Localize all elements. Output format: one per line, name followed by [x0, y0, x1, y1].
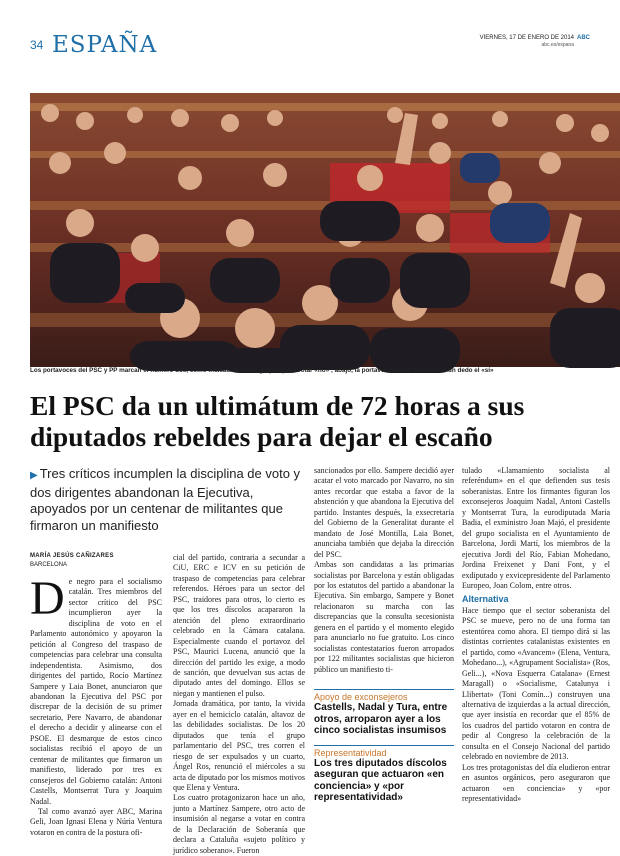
page-number: 34	[30, 38, 44, 52]
date-text: VIERNES, 17 DE ENERO DE 2014	[479, 35, 574, 41]
photo-caption: Los portavoces del PSC y PP marcan el número dos, como indicación a sus grupos para votar «no» ; abajo, la portavoz de ERC señala con un dedo el «sí»	[30, 367, 494, 374]
issue-date	[480, 35, 574, 48]
column-1-rest: Tal como avanzó ayer ABC, Marina Geli, Joan Ignasi Elena y Núria Ventura votaron en contra de la postura ofi-	[30, 806, 162, 837]
byline-place: BARCELONA	[30, 562, 68, 568]
sidebar-rule	[314, 689, 454, 690]
byline-author: MARÍA JESÚS CAÑIZARES	[30, 553, 114, 559]
source-url: abc.es/espana	[541, 42, 574, 48]
section-title: ESPAÑA	[52, 32, 158, 58]
deck-text: Tres críticos incumplen la disciplina de voto y dos dirigentes abandonan la Ejecutiva, apoyados por un centenar de militantes que firmaron un manifiesto	[30, 466, 301, 533]
headline: El PSC da un ultimátum de 72 horas a sus diputados rebeldes para dejar el escaño	[30, 390, 525, 452]
sidebar-label-2: Representatividad	[314, 747, 387, 758]
column-4	[462, 466, 610, 805]
column-4-text: tulado «Llamamiento socialista al referéndum» en el que defienden sus tesis soberanistas. Entre los firmantes figuran los exconsejeros Joaquim Nadal, Antoni Castells y Montserrat Tura, la eurodiputada Maria Badia, el exministro Joan Majó, el presidente del grupo socialista en el Ayuntamiento de Barcelona, Jordi Martí, los miembros de la ejecutiva Jordi del Río, Fabian Mohedano, Jordina Freixenet y Dani Font, y el exdiputado y exvicepresidente del Parlamento Europeo, Joan Colom, entre otros.	[462, 466, 610, 590]
sidebar-label-1: Apoyo de exconsejeros	[314, 692, 408, 702]
column-4-subhead: Alternativa	[462, 594, 509, 605]
sidebar-rule	[314, 745, 454, 746]
sidebar-text-2: Los tres diputados díscolos aseguran que actuaron «en conciencia» y «por representatividad»	[314, 757, 447, 803]
dropcap: D	[30, 572, 65, 625]
column-2: cial del partido, contraria a secundar a CiU, ERC e ICV en su petición de traspaso de competencias para celebrar referendos. Héroes para un sector del PSC, traidores para otros, lo cierto es que los tres díscolos acapararon la atención del pleno extraordinario celebrado en la Cámara catalana. Especialmente cuando el portavoz del PSC, Maurici Lucena, anunció que la dirección del partido les exige, a modo de sanción, que devuelvan sus actas de diputado antes del domingo. Ellos se niegan y mantienen el pulso. Jornada dramática, por tanto, la vivida ayer en el hemiciclo catalán, altavoz de las debilidades socialistas. De los 20 diputados que tenía el grupo parlamentario del PSC, tres corren el riesgo de ser expulsados y un cuarto, Ángel Ros, renunció el miércoles a su acta de diputado por los mismos motivos que Elena y Ventura. Los cuatro protagonizaron hace un año, junto a Martínez Sampere, otro acto de insumisión al negarse a votar en contra de la Declaración de Soberanía que declara a Cataluña «sujeto político y jurídico soberano». Fueron	[173, 553, 305, 855]
sidebar-text-1: Castells, Nadal y Tura, entre otros, arroparon ayer a los cinco socialistas insumisos	[314, 702, 448, 736]
photo-illustration	[30, 93, 620, 367]
triangle-bullet-icon: ▶	[30, 470, 38, 481]
column-4-rest: Hace tiempo que el sector soberanista del PSC se mueve, pero no de una forma tan estentórea como ahora. El tiempo dirá si las distintas corrientes catalanistas existentes en el partido, como «Avancem» (Elena, Ventura, Mohedano...), «Agrupament Socialista» (Ros, Geli...), «Nova Esquerra Catalana» (Ernest Maragall) o «Socialisme, Catalunya i Llibertat» (Toni Comín...) construyen una alternativa de izquierdas a la actual dirección, que ayer insistía en recordar que el 85% de los cuadros del partido votaron en contra de pedir al Congreso la celebración de la consulta en el Consejo Nacional del partido celebrado en noviembre de 2013. Los tres protagonistas del día eludieron entrar en asuntos orgánicos, pero aseguraron que actuaron «en conciencia» y «por representatividad»	[462, 605, 610, 804]
brand-logo: ABC	[577, 35, 590, 41]
page-header	[30, 30, 590, 64]
column-1	[30, 572, 162, 838]
sidebar	[314, 689, 454, 812]
deck	[30, 466, 310, 534]
column-3: sancionados por ello. Sampere decidió ayer acatar el voto marcado por Navarro, no sin antes recordar que estaba a favor de la abstención y que abandona la Ejecutiva del partido. Instantes después, la exsecretaria del Gobierno de la Generalitat durante el mandato de José Montilla, Laia Bonet, anunciaba también que dejaba la dirección del PSC. Ambas son candidatas a las primarias socialistas por Barcelona y están obligadas por los estatutos del partido a abandonar la Ejecutiva. Sin embargo, Sampere y Bonet relacionaron su marcha con las discrepancias que la consulta secesionista genera en el partido y el momento elegido para anunciarlo no fue gratuito. Los cinco socialistas contestatarios fueron arropados por 122 militantes socialistas que hicieron público un manifiesto ti-	[314, 466, 454, 674]
parliament-photo	[30, 93, 620, 367]
column-1-lead: e negro para el socialismo catalán. Tres miembros del sector crítico del PSC incumplieron ayer la disciplina de voto en el Parlamento autonómico y apoyaron la petición al Congreso del traspaso de competencias para celebrar una consulta independentista. Asimismo, dos dirigentes del partido, Rocío Martínez Sampere y Laia Bonet, anunciaron que abandonan la Ejecutiva del PSC por discrepar de la decisión de su primer secretario, Pere Navarro, de abandonar el derecho a decidir y alinearse con el PSOE. El desmarque de estos cinco socialistas recibió el apoyo de un centenar de militantes que firmaron un manifiesto, liderado por tres ex consejeros del Gobierno catalán: Antoni Castells, Montserrat Tura y Joaquim Nadal.	[30, 577, 162, 806]
